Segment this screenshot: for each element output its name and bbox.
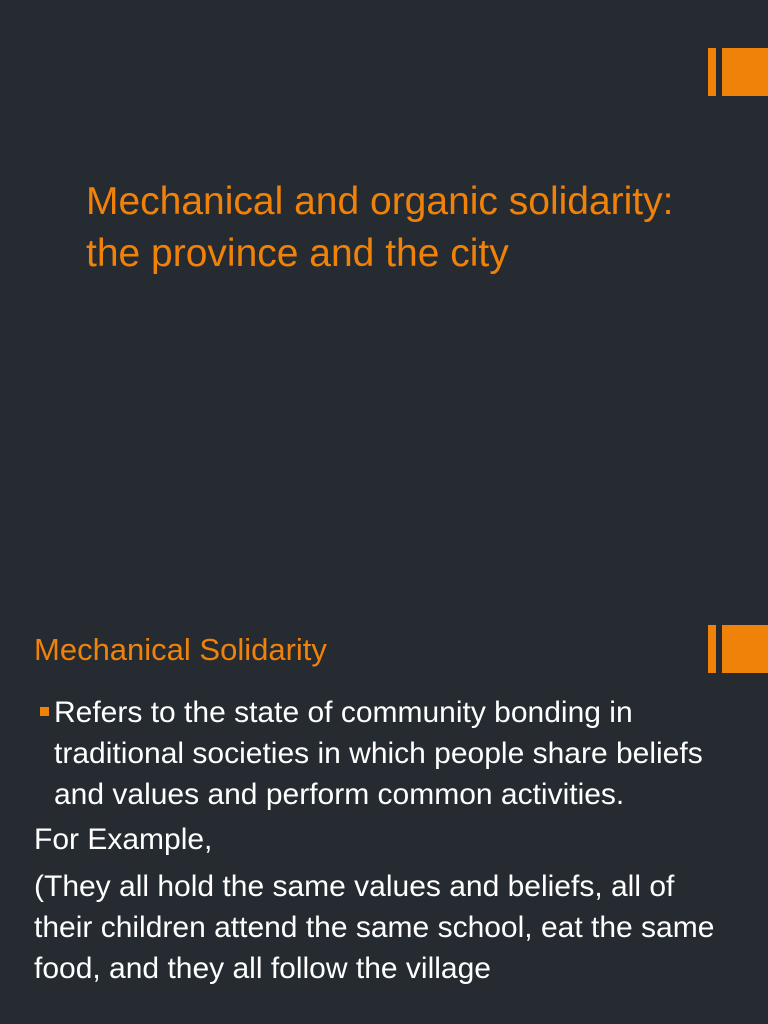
accent-thick-bar (722, 625, 768, 673)
slide-title: Mechanical and organic solidarity: the province and the city (86, 180, 674, 275)
accent-thin-bar (708, 48, 716, 96)
accent-thin-bar (708, 625, 716, 673)
square-bullet-icon (40, 707, 49, 716)
example-text: (They all hold the same values and beliefs, all of their children attend the same school, eat the same food, and they all follow the village (34, 870, 715, 985)
slide-body (34, 692, 734, 989)
content-slide (0, 512, 768, 1024)
accent-thick-bar (722, 48, 768, 96)
orange-accent-bars (708, 625, 768, 673)
bullet-text: Refers to the state of community bonding in traditional societies in which people share beliefs and values and perform common activities. (54, 696, 703, 811)
slide-heading: Mechanical Solidarity (34, 632, 327, 667)
example-label: For Example, (34, 823, 213, 856)
orange-accent-bars (708, 48, 768, 96)
bullet-item (34, 692, 734, 815)
